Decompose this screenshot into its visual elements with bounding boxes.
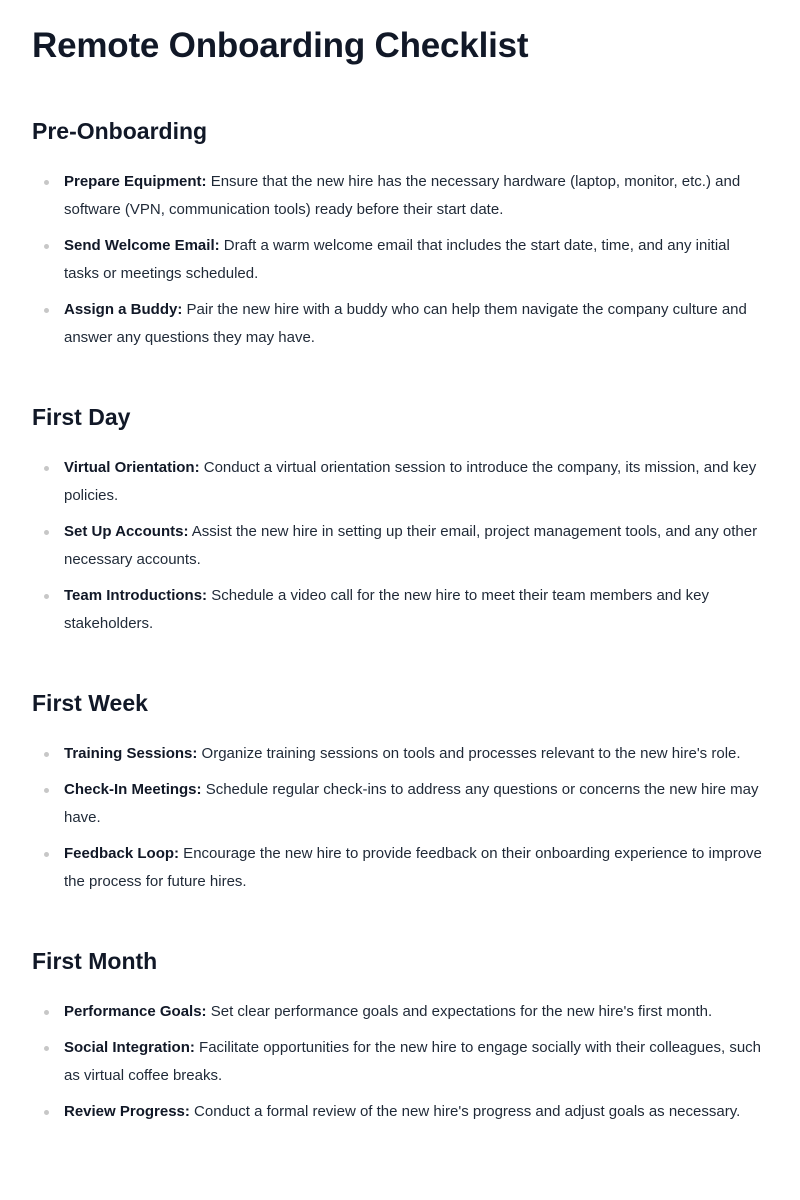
checklist-item: [32, 840, 768, 896]
item-title: Set Up Accounts:: [64, 523, 189, 540]
item-text: Set clear performance goals and expectations for the new hire's first month.: [206, 1003, 713, 1020]
section-first-week: [32, 688, 768, 896]
section-heading: First Month: [32, 948, 158, 974]
checklist-item: [32, 168, 768, 224]
bullet-icon: [44, 1110, 49, 1115]
bullet-icon: [44, 530, 49, 535]
bullet-icon: [44, 788, 49, 793]
item-text: Facilitate opportunities for the new hire to engage socially with their colleagues, such as virtual coffee breaks.: [64, 1039, 762, 1084]
item-text: Assist the new hire in setting up their email, project management tools, and any other necessary accounts.: [64, 523, 758, 568]
checklist-item: [32, 454, 768, 510]
checklist-item: [32, 296, 768, 352]
item-title: Training Sessions:: [64, 745, 198, 762]
bullet-icon: [44, 852, 49, 857]
section-first-month: [32, 946, 768, 1126]
item-text: Organize training sessions on tools and processes relevant to the new hire's role.: [197, 745, 741, 762]
checklist: [32, 998, 768, 1126]
checklist-item: [32, 776, 768, 832]
item-title: Feedback Loop:: [64, 845, 180, 862]
item-text: Ensure that the new hire has the necessary hardware (laptop, monitor, etc.) and software (VPN, communication tools) ready before their start date.: [64, 173, 741, 218]
item-title: Prepare Equipment:: [64, 173, 207, 190]
bullet-icon: [44, 308, 49, 313]
checklist-item: [32, 518, 768, 574]
bullet-icon: [44, 244, 49, 249]
item-title: Send Welcome Email:: [64, 237, 220, 254]
section-heading: Pre-Onboarding: [32, 118, 208, 144]
item-text: Conduct a virtual orientation session to introduce the company, its mission, and key policies.: [64, 459, 757, 504]
checklist-item: [32, 998, 768, 1026]
item-title: Team Introductions:: [64, 587, 208, 604]
checklist: [32, 168, 768, 352]
bullet-icon: [44, 594, 49, 599]
page-title: Remote Onboarding Checklist: [32, 26, 529, 65]
section-first-day: [32, 402, 768, 638]
item-text: Draft a warm welcome email that includes the start date, time, and any initial tasks or meetings scheduled.: [64, 237, 730, 282]
item-text: Encourage the new hire to provide feedback on their onboarding experience to improve the process for future hires.: [64, 845, 762, 890]
item-title: Check-In Meetings:: [64, 781, 202, 798]
item-text: Schedule regular check-ins to address any questions or concerns the new hire may have.: [64, 781, 759, 826]
checklist-item: [32, 740, 768, 768]
item-title: Performance Goals:: [64, 1003, 207, 1020]
item-text: Conduct a formal review of the new hire's progress and adjust goals as necessary.: [189, 1103, 741, 1120]
checklist-item: [32, 582, 768, 638]
item-title: Review Progress:: [64, 1103, 190, 1120]
checklist-item: [32, 232, 768, 288]
checklist-item: [32, 1098, 768, 1126]
item-text: Pair the new hire with a buddy who can help them navigate the company culture and answer any questions they may have.: [64, 301, 747, 346]
item-title: Assign a Buddy:: [64, 301, 183, 318]
bullet-icon: [44, 180, 49, 185]
checklist: [32, 740, 768, 896]
bullet-icon: [44, 1010, 49, 1015]
bullet-icon: [44, 466, 49, 471]
section-heading: First Day: [32, 404, 131, 430]
checklist: [32, 454, 768, 638]
item-title: Social Integration:: [64, 1039, 195, 1056]
section-pre-onboarding: [32, 116, 768, 352]
section-heading: First Week: [32, 690, 148, 716]
item-text: Schedule a video call for the new hire to meet their team members and key stakeholders.: [64, 587, 709, 632]
item-title: Virtual Orientation:: [64, 459, 200, 476]
bullet-icon: [44, 1046, 49, 1051]
bullet-icon: [44, 752, 49, 757]
checklist-item: [32, 1034, 768, 1090]
